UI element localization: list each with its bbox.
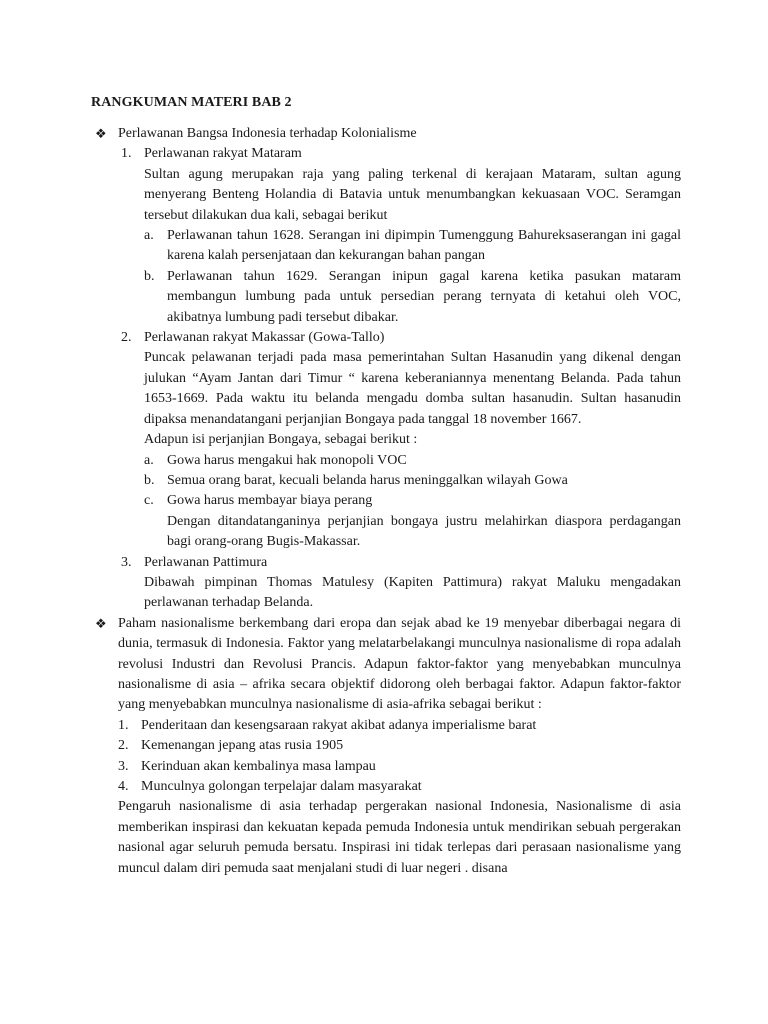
diamond-bullet-icon: ❖ [95, 126, 107, 141]
list-item-title: Perlawanan Pattimura [144, 554, 268, 570]
paragraph: Paham nasionalisme berkembang dari eropa dan sejak abad ke 19 menyebar diberbagai negara di dunia, termasuk di Indonesia. Faktor yang melatarbelakangi munculnya nasionalisme di ropa adalah revolusi Industri dan Revolusi Prancis. Adapun faktor-faktor yang menyebabkan munculnya nasionalisme di asia – afrika secara objektif didorong oleh berbagai faktor. Adapun faktor-faktor yang menyebabkan munculnya nasionalisme di asia-afrika sebagai berikut : [118, 615, 681, 713]
sub-item-label: c. [144, 493, 154, 509]
paragraph: Pengaruh nasionalisme di asia terhadap pergerakan nasional Indonesia, Nasionalisme di asia memberikan inspirasi dan kekuatan kepada pemuda Indonesia untuk mendirikan sebuah pergerakan nasional agar seluruh pemuda bersatu. Inspirasi ini tidak terlepas dari perasaan nasionalisme yang muncul dalam diri pemuda saat menjalani studi di luar negeri . disana [118, 799, 681, 876]
sub-item-label: a. [144, 452, 154, 468]
list-number: 1. [118, 717, 129, 733]
sub-item [91, 491, 681, 511]
sub-item [91, 226, 681, 267]
section-heading: Perlawanan Bangsa Indonesia terhadap Kolonialisme [118, 126, 417, 141]
sub-item-text: Semua orang barat, kecuali belanda harus meninggalkan wilayah Gowa [167, 472, 568, 488]
sub-item [91, 451, 681, 471]
list-item-text: Kemenangan jepang atas rusia 1905 [141, 738, 344, 754]
list-item-title: Perlawanan rakyat Makassar (Gowa-Tallo) [144, 330, 385, 346]
paragraph: Adapun isi perjanjian Bongaya, sebagai berikut : [144, 432, 418, 448]
list-item [91, 777, 681, 797]
list-number: 2. [118, 738, 129, 754]
sub-item-label: b. [144, 472, 155, 488]
paragraph: Sultan agung merupakan raja yang paling terkenal di kerajaan Mataram, sultan agung menyerang Benteng Holandia di Batavia untuk menumbangkan kekuasaan VOC. Seramgan tersebut dilakukan dua kali, sebagai berikut [144, 166, 681, 223]
list-number: 3. [118, 758, 129, 774]
diamond-bullet-icon: ❖ [95, 615, 107, 631]
paragraph: Dibawah pimpinan Thomas Matulesy (Kapiten Pattimura) rakyat Maluku mengadakan perlawanan terhadap Belanda. [144, 574, 681, 611]
list-number: 1. [121, 146, 132, 162]
list-item-text: Penderitaan dan kesengsaraan rakyat akibat adanya imperialisme barat [141, 717, 537, 733]
sub-item-label: b. [144, 268, 155, 284]
list-item-makassar [91, 328, 681, 348]
page-title: RANGKUMAN MATERI BAB 2 [91, 95, 292, 110]
sub-item-text: Perlawanan tahun 1629. Serangan inipun gagal karena ketika pasukan mataram membangun lumbung pada untuk persedian perang ternyata di ketahui oleh VOC, akibatnya lumbung padi tersebut dibakar. [167, 268, 681, 325]
list-item-title: Perlawanan rakyat Mataram [144, 146, 302, 162]
list-item-text: Kerinduan akan kembalinya masa lampau [141, 758, 376, 774]
list-item [91, 716, 681, 736]
document-body [91, 124, 681, 879]
sub-item [91, 267, 681, 328]
sub-item [91, 471, 681, 491]
list-item [91, 757, 681, 777]
sub-item-text: Gowa harus mengakui hak monopoli VOC [167, 452, 407, 468]
list-number: 3. [121, 554, 132, 570]
section-nationalism [91, 614, 681, 716]
list-item-pattimura [91, 553, 681, 573]
list-item-text: Munculnya golongan terpelajar dalam masyarakat [141, 779, 422, 794]
sub-item-text: Perlawanan tahun 1628. Serangan ini dipimpin Tumenggung Bahureksaserangan ini gagal karena kalah persenjataan dan kekurangan bahan pangan [167, 228, 681, 264]
section-resistance [91, 124, 681, 144]
paragraph: Puncak pelawanan terjadi pada masa pemerintahan Sultan Hasanudin yang dikenal dengan julukan “Ayam Jantan dari Timur “ karena keberaniannya menentang Belanda. Pada tahun 1653-1669. Pada waktu itu belanda mengadu domba sultan hasanudin. Sultan hasanudin dipaksa menandatangani perjanjian Bongaya pada tanggal 18 november 1667. [144, 350, 681, 427]
sub-item-text: Gowa harus membayar biaya perang [167, 493, 373, 509]
paragraph: Dengan ditandatanganinya perjanjian bongaya justru melahirkan diaspora perdagangan bagi orang-orang Bugis-Makassar. [167, 513, 681, 550]
list-number: 4. [118, 779, 129, 794]
list-number: 2. [121, 330, 132, 346]
list-item-mataram [91, 144, 681, 164]
list-item [91, 736, 681, 756]
sub-item-label: a. [144, 228, 154, 244]
